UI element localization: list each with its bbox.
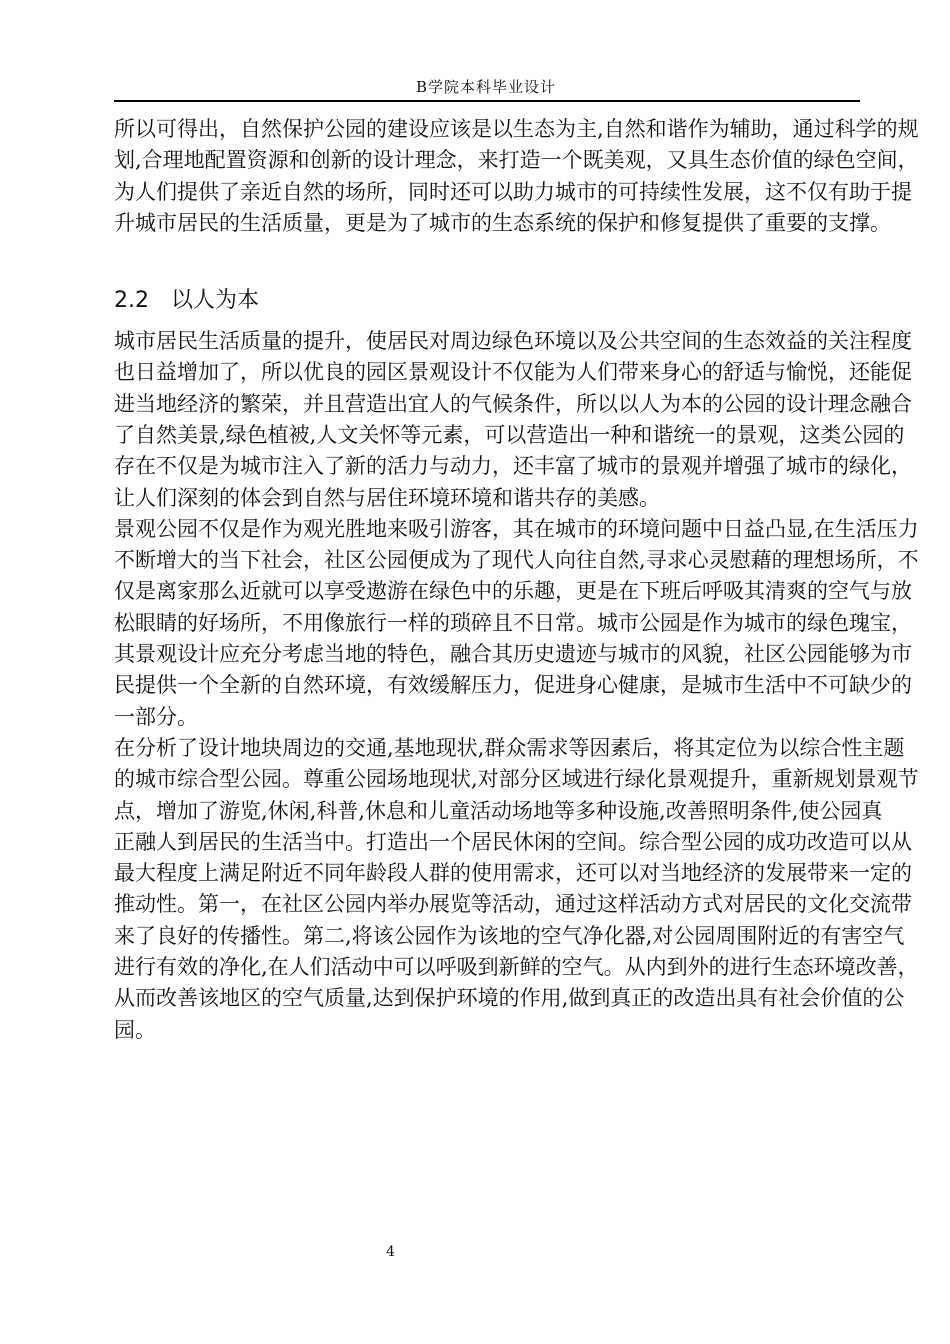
paragraph-line: 划,合理地配置资源和创新的设计理念，来打造一个既美观，又具生态价值的绿色空间，	[114, 148, 919, 173]
page-header: B学院本科毕业设计	[415, 78, 557, 96]
paragraph-line: 民提供一个全新的自然环境，有效缓解压力，促进身心健康，是城市生活中不可缺少的	[114, 673, 912, 698]
paragraph-line: 仅是离家那么近就可以享受遨游在绿色中的乐趣，更是在下班后呼吸其清爽的空气与放	[114, 579, 912, 604]
paragraph-line: 点，增加了游览,休闲,科普,休息和儿童活动场地等多种设施,改善照明条件,使公园真	[114, 798, 883, 823]
paragraph-line: 进行有效的净化,在人们活动中可以呼吸到新鲜的空气。从内到外的进行生态环境改善，	[114, 955, 919, 979]
paragraph-line: 所以可得出，自然保护公园的建设应该是以生态为主,自然和谐作为辅助，通过科学的规	[114, 117, 919, 141]
paragraph-line: 一部分。	[114, 704, 198, 729]
paragraph-line: 的城市综合型公园。尊重公园场地现状,对部分区域进行绿化景观提升，重新规划景观节	[114, 767, 919, 792]
paragraph-line: 来了良好的传播性。第二,将该公园作为该地的空气净化器,对公园周围附近的有害空气	[114, 923, 905, 948]
paragraph-line: 升城市居民的生活质量，更是为了城市的生态系统的保护和修复提供了重要的支撑。	[114, 210, 891, 235]
paragraph-line: 让人们深刻的体会到自然与居住环境环境和谐共存的美感。	[114, 485, 660, 510]
paragraph-line: 正融人到居民的生活当中。打造出一个居民休闲的空间。综合型公园的成功改造可以从	[114, 829, 912, 854]
section-title: 以人为本	[171, 288, 260, 313]
paragraph-line: 存在不仅是为城市注入了新的活力与动力，还丰富了城市的景观并增强了城市的绿化，	[114, 454, 912, 479]
paragraph-line: 其景观设计应充分考虑当地的特色，融合其历史遗迹与城市的风貌，社区公园能够为市	[114, 642, 912, 666]
paragraph-line: 了自然美景,绿色植被,人文关怀等元素，可以营造出一种和谐统一的景观，这类公园的	[114, 422, 905, 447]
paragraph-line: 为人们提供了亲近自然的场所，同时还可以助力城市的可持续性发展，这不仅有助于提	[114, 179, 912, 204]
paragraph-line: 推动性。第一，在社区公园内举办展览等活动，通过这样活动方式对居民的文化交流带	[114, 892, 912, 917]
page-number: 4	[386, 1244, 395, 1260]
paragraph-line: 也日益增加了，所以优良的园区景观设计不仅能为人们带来身心的舒适与愉悦，还能促	[114, 360, 912, 385]
section-number: 2.2	[114, 288, 149, 313]
paragraph-line: 从而改善该地区的空气质量,达到保护环境的作用,做到真正的改造出具有社会价值的公	[114, 986, 905, 1011]
paragraph-line: 园。	[114, 1017, 156, 1042]
paragraph-line: 松眼睛的好场所，不用像旅行一样的琐碎且不日常。城市公园是作为城市的绿色瑰宝，	[114, 610, 912, 635]
header-rule	[114, 100, 860, 102]
section-heading	[114, 283, 259, 314]
paragraph-line: 景观公园不仅是作为观光胜地来吸引游客，其在城市的环境问题中日益凸显,在生活压力	[114, 516, 919, 541]
paragraph-line: 进当地经济的繁荣，并且营造出宜人的气候条件，所以以人为本的公园的设计理念融合	[114, 391, 912, 416]
paragraph-line: 最大程度上满足附近不同年龄段人群的使用需求，还可以对当地经济的发展带来一定的	[114, 861, 912, 886]
paragraph-line: 在分析了设计地块周边的交通,基地现状,群众需求等因素后，将其定位为以综合性主题	[114, 735, 905, 760]
paragraph-line: 不断增大的当下社会，社区公园便成为了现代人向往自然,寻求心灵慰藉的理想场所，不	[114, 548, 919, 573]
paragraph-line: 城市居民生活质量的提升，使居民对周边绿色环境以及公共空间的生态效益的关注程度	[114, 329, 912, 353]
